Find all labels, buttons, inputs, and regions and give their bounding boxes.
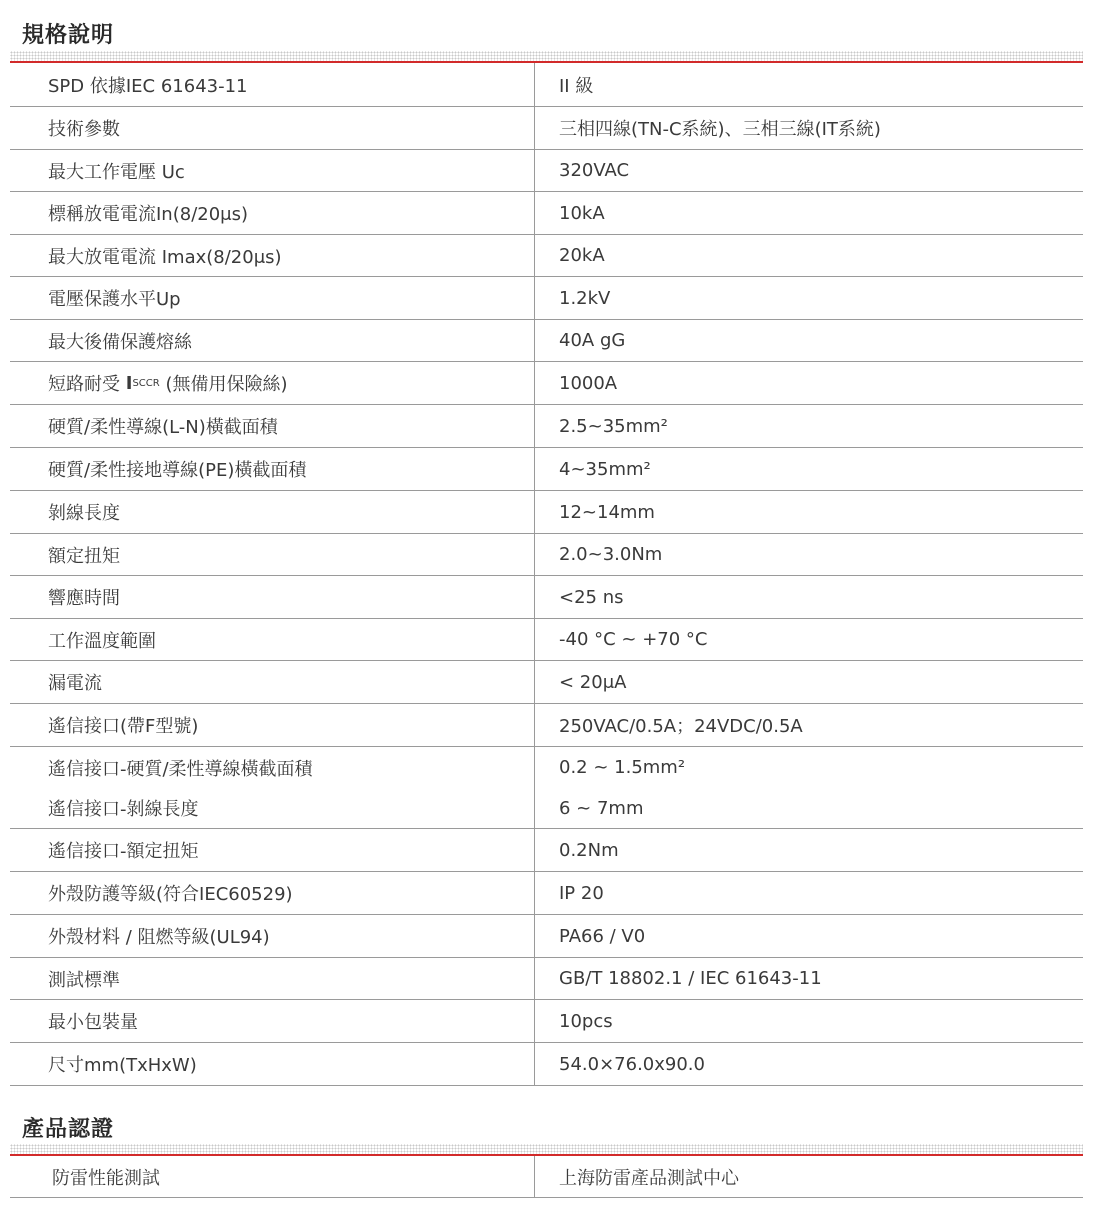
spec-label: 技術參數 [10,107,535,149]
section-dot-divider [10,51,1083,61]
section-dot-divider [10,1144,1083,1154]
spec-label: 最大放電電流 Imax(8/20μs) [10,235,535,276]
spec-label: 最大工作電壓 Uc [10,150,535,191]
spec-label-symbol: I [125,372,133,394]
spec-label: 最小包裝量 [10,1000,535,1042]
spec-label: 漏電流 [10,661,535,703]
spec-label [10,362,535,404]
table-row [10,277,1083,320]
spec-label-suffix: (無備用保險絲) [165,374,288,395]
spec-value: 0.2 ~ 1.5mm² [559,757,686,778]
table-row [10,192,1083,235]
table-row [10,829,1083,872]
spec-value: < 20μA [559,671,627,693]
spec-label: 遙信接口-額定扭矩 [10,829,535,871]
spec-value: 4~35mm² [559,458,651,480]
table-row [10,405,1083,448]
table-row [10,915,1083,958]
table-row [10,1043,1083,1086]
spec-label: 最大後備保護熔絲 [10,320,535,361]
spec-value: 10pcs [559,1010,613,1032]
spec-label: 額定扭矩 [10,534,535,575]
spec-value: 1000A [559,372,618,394]
spec-value: GB/T 18802.1 / IEC 61643-11 [559,968,822,989]
spec-label: 剝線長度 [10,491,535,533]
spec-label: SPD 依據IEC 61643-11 [10,63,535,106]
table-row [10,107,1083,150]
spec-label: 響應時間 [10,576,535,618]
spec-value: 250VAC/0.5A；24VDC/0.5A [559,716,803,737]
spec-value: 54.0×76.0x90.0 [559,1053,705,1075]
table-row [10,491,1083,534]
spec-value: <25 ns [559,586,624,608]
spec-value: 2.5~35mm² [559,415,668,437]
table-row [10,1156,1083,1198]
table-row [10,872,1083,915]
spec-value: 20kA [559,245,605,266]
spec-label: 尺寸mm(TxHxW) [10,1043,535,1085]
spec-label: 工作溫度範圍 [10,619,535,660]
spec-value: 三相四線(TN-C系統)、三相三線(IT系統) [559,119,881,140]
spec-value: IP 20 [559,882,604,904]
spec-label: 電壓保護水平Up [10,277,535,319]
table-row [10,150,1083,192]
spec-label: 遙信接口(帶F型號) [10,704,535,746]
spec-value: 12~14mm [559,501,655,523]
spec-label: 硬質/柔性導線(L-N)橫截面積 [10,405,535,447]
cert-table [10,1156,1083,1198]
spec-label: 遙信接口-剝線長度 [10,788,535,828]
cert-label: 防雷性能測試 [10,1156,535,1197]
spec-label: 外殼防護等級(符合IEC60529) [10,872,535,914]
table-row [10,661,1083,704]
spec-value: 0.2Nm [559,839,619,861]
spec-value: 6 ~ 7mm [559,797,644,819]
table-row [10,958,1083,1000]
spec-label-subscript: SCCR [132,377,160,389]
spec-label: 遙信接口-硬質/柔性導線橫截面積 [10,747,535,788]
table-row [10,747,1083,788]
spec-value: 40A gG [559,330,626,351]
spec-value: 10kA [559,202,605,224]
table-row [10,704,1083,747]
table-row [10,320,1083,362]
table-row [10,576,1083,619]
specs-section-title: 規格說明 [22,23,115,48]
cert-value: 上海防雷產品測試中心 [559,1167,739,1189]
spec-value: 1.2kV [559,287,611,309]
spec-label: 硬質/柔性接地導線(PE)橫截面積 [10,448,535,490]
spec-label: 外殼材料 / 阻燃等級(UL94) [10,915,535,957]
spec-value: 320VAC [559,160,630,181]
cert-section-title: 產品認證 [22,1117,115,1142]
spec-value: II 級 [559,75,594,97]
table-row [10,448,1083,491]
table-row [10,1000,1083,1043]
table-row [10,534,1083,576]
spec-label: 標稱放電電流In(8/20μs) [10,192,535,234]
table-row [10,619,1083,661]
spec-value: PA66 / V0 [559,925,646,947]
spec-label-text: 短路耐受 [48,374,120,395]
table-row [10,235,1083,277]
table-row [10,362,1083,405]
spec-value: 2.0~3.0Nm [559,544,663,565]
spec-value: -40 °C ~ +70 °C [559,629,708,650]
table-row [10,788,1083,829]
specs-table [10,63,1083,1086]
spec-label: 測試標準 [10,958,535,999]
table-row [10,63,1083,107]
